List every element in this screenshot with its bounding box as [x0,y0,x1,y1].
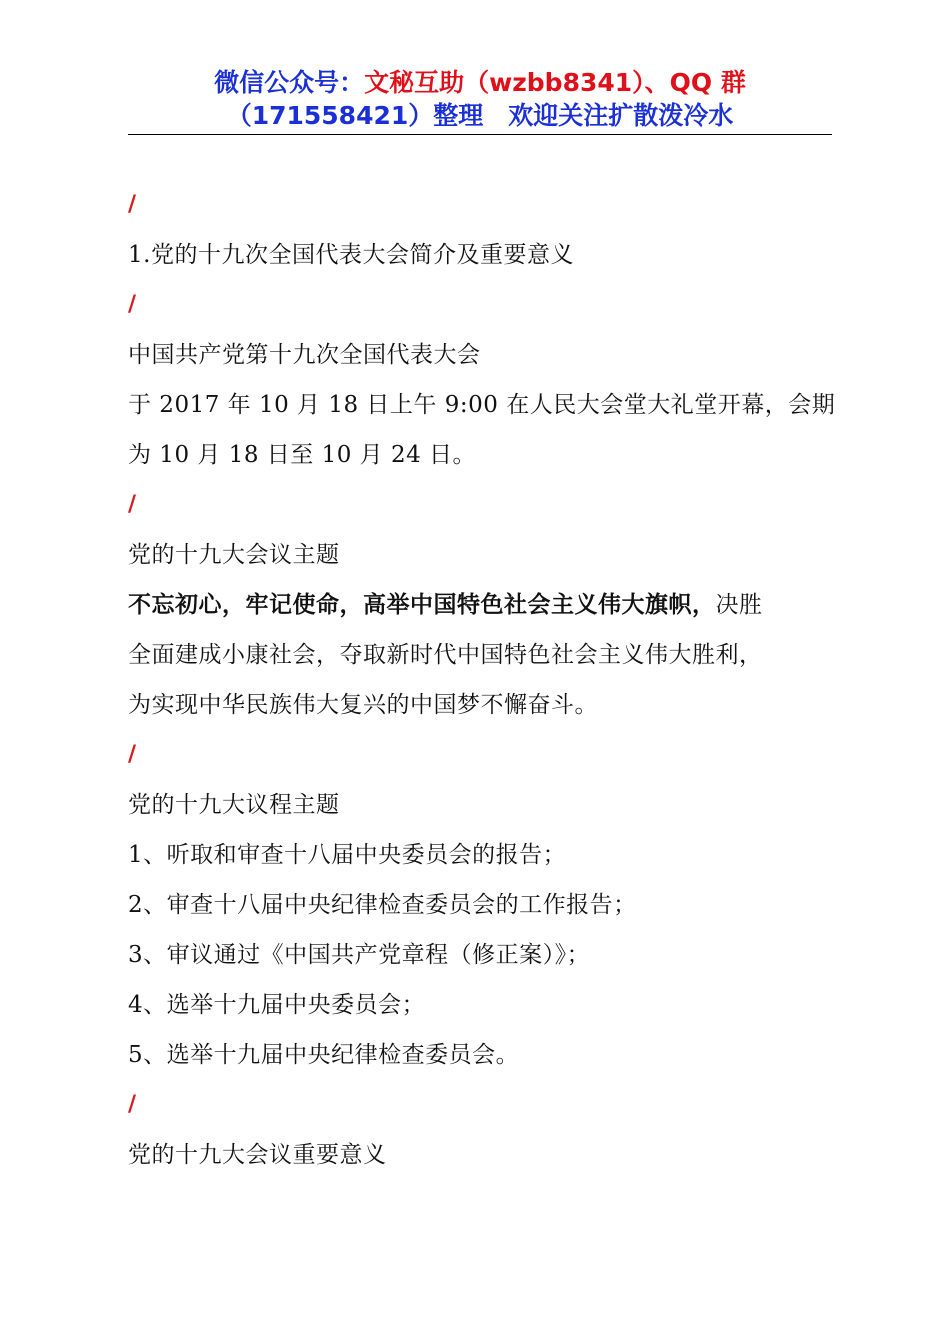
header-line-2 [128,99,832,132]
agenda-item: 3、审议通过《中国共产党章程（修正案）》； [128,942,591,968]
section-title-theme: 党的十九大会议主题 [128,542,340,568]
paragraph-line: 全面建成小康社会，夺取新时代中国特色社会主义伟大胜利， [128,642,763,668]
agenda-item: 5、选举十九届中央纪律检查委员会。 [128,1042,520,1068]
section-divider: / [128,192,137,217]
document-header [128,66,832,135]
header-gap [483,101,508,130]
paragraph-line [128,580,838,630]
section-title-congress: 中国共产党第十九次全国代表大会 [128,342,481,368]
section-divider: / [128,292,137,317]
section-divider: / [128,742,137,767]
agenda-item: 4、选举十九届中央委员会； [128,992,426,1018]
document-body [128,180,838,1180]
header-wechat-account: 文秘互助（wzbb8341）、QQ 群 [364,68,746,97]
header-slogan: 欢迎关注扩散泼冷水 [508,101,734,130]
paragraph-line: 为 10 月 18 日至 10 月 24 日。 [128,442,477,468]
section-title-agenda: 党的十九大议程主题 [128,792,340,818]
theme-text: 决胜 [715,592,763,618]
header-line-1 [128,66,832,99]
agenda-item: 1、听取和审查十八届中央委员会的报告； [128,842,567,868]
paragraph-line: 为实现中华民族伟大复兴的中国梦不懈奋斗。 [128,692,598,718]
agenda-item: 2、审查十八届中央纪律检查委员会的工作报告； [128,892,637,918]
section-divider: / [128,492,137,517]
section-title-significance: 党的十九大会议重要意义 [128,1142,387,1168]
paragraph-line: 于 2017 年 10 月 18 日上午 9:00 在人民大会堂大礼堂开幕，会期 [128,392,836,418]
header-wechat-label: 微信公众号： [214,68,365,97]
header-qq-number: （171558421）整理 [226,101,484,130]
section-divider: / [128,1092,137,1117]
theme-bold-text: 不忘初心，牢记使命，高举中国特色社会主义伟大旗帜， [128,592,716,618]
section-title-overview: 1.党的十九次全国代表大会简介及重要意义 [128,242,574,268]
